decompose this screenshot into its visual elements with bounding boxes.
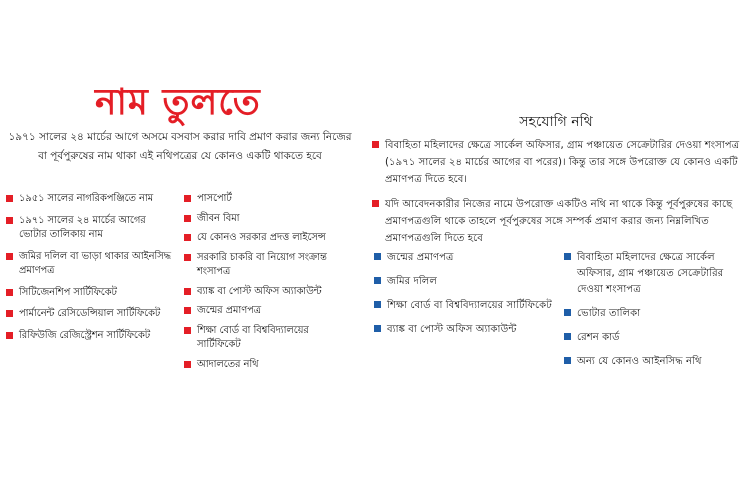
list-item: শিক্ষা বোর্ড বা বিশ্ববিদ্যালয়ের সার্টিফিকেট — [374, 298, 559, 314]
square-bullet-icon — [374, 325, 381, 332]
square-bullet-icon — [184, 195, 191, 202]
primary-documents-list-a — [6, 192, 176, 350]
right-column — [362, 0, 750, 500]
list-item: রিফিউজি রেজিস্ট্রেশন সার্টিফিকেট — [6, 329, 176, 344]
square-bullet-icon — [6, 332, 13, 339]
list-item: জমির দলিল বা ভাড়া থাকার আইনসিদ্ধ প্রমাণপত্র — [6, 250, 176, 279]
square-bullet-icon — [374, 301, 381, 308]
list-item: যে কোনও সরকার প্রদত্ত লাইসেন্স — [184, 231, 354, 246]
list-item: জন্মের প্রমাণপত্র — [184, 304, 354, 319]
square-bullet-icon — [374, 253, 381, 260]
square-bullet-icon — [564, 333, 571, 340]
square-bullet-icon — [564, 357, 571, 364]
list-item: পার্মানেন্ট রেসিডেন্সিয়াল সার্টিফিকেট — [6, 307, 176, 322]
square-bullet-icon — [184, 215, 191, 222]
intro-text: ১৯৭১ সালের ২৪ মার্চের আগে অসমে বসবাস করার দাবি প্রমাণ করার জন্য নিজের বা পূর্বপুরুষের নাম থাকা এই নথিপত্রের যে কোনও একটি থাকতে হবে — [8, 131, 352, 162]
square-bullet-icon — [184, 361, 191, 368]
list-item: শিক্ষা বোর্ড বা বিশ্ববিদ্যালয়ের সার্টিফিকেট — [184, 324, 354, 353]
supporting-documents-title: সহযোগি নথি — [519, 114, 593, 130]
supporting-documents-list-b — [564, 250, 746, 378]
married-women-note: বিবাহিতা মহিলাদের ক্ষেত্রে সার্কেল অফিসার, গ্রাম পঞ্চায়েত সেক্রেটারির দেওয়া শংসাপত্র (১৯৭১ সালের ২৪ মার্চের আগের বা পরের)। কিন্তু তার সঙ্গে উপরোক্ত যে কোনও একটি প্রমাণপত্র দিতে হবে। — [372, 137, 750, 188]
list-item: ব্যাঙ্ক বা পোস্ট অফিস অ্যাকাউন্ট — [184, 285, 354, 300]
square-bullet-icon — [374, 277, 381, 284]
list-item: রেশন কার্ড — [564, 330, 746, 346]
square-bullet-icon — [6, 289, 13, 296]
square-bullet-icon — [564, 253, 571, 260]
main-title: নাম তুলতে — [95, 81, 261, 123]
list-item: ১৯৭১ সালের ২৪ মার্চের আগের ভোটার তালিকায় নাম — [6, 214, 176, 243]
list-item: ব্যাঙ্ক বা পোস্ট অফিস অ্যাকাউন্ট — [374, 322, 559, 338]
square-bullet-icon — [6, 195, 13, 202]
square-bullet-icon — [564, 309, 571, 316]
left-column — [0, 0, 360, 500]
supporting-documents-list-a — [374, 250, 559, 346]
list-item: ভোটার তালিকা — [564, 306, 746, 322]
list-item: পাসপোর্ট — [184, 192, 354, 207]
list-item: ১৯৫১ সালের নাগরিকপঞ্জিতে নাম — [6, 192, 176, 207]
list-item: বিবাহিতা মহিলাদের ক্ষেত্রে সার্কেল অফিসার, গ্রাম পঞ্চায়েত সেক্রেটারির দেওয়া শংসাপত্র — [564, 250, 746, 298]
square-bullet-icon — [6, 217, 13, 224]
square-bullet-icon — [372, 200, 379, 207]
list-item: জন্মের প্রমাণপত্র — [374, 250, 559, 266]
list-item: সিটিজেনশিপ সার্টিফিকেট — [6, 286, 176, 301]
list-item: আদালতের নথি — [184, 358, 354, 373]
list-item: জমির দলিল — [374, 274, 559, 290]
ancestor-relation-note: যদি আবেদনকারীর নিজের নামে উপরোক্ত একটিও নথি না থাকে কিন্তু পূর্বপুরুষের কাছে প্রমাণপত্রগুলি থাকে তাহলে পূর্বপুরুষের সঙ্গে সম্পর্ক প্রমাণ করার জন্য নিম্নলিখিত প্রমাণপত্রগুলি দিতে হবে — [372, 196, 750, 247]
square-bullet-icon — [6, 253, 13, 260]
list-item: জীবন বিমা — [184, 212, 354, 227]
square-bullet-icon — [184, 288, 191, 295]
square-bullet-icon — [184, 327, 191, 334]
list-item: সরকারি চাকরি বা নিয়োগ সংক্রান্ত শংসাপত্র — [184, 251, 354, 280]
square-bullet-icon — [184, 307, 191, 314]
list-item: অন্য যে কোনও আইনসিদ্ধ নথি — [564, 354, 746, 370]
square-bullet-icon — [184, 234, 191, 241]
square-bullet-icon — [6, 310, 13, 317]
primary-documents-list-b — [184, 192, 354, 377]
square-bullet-icon — [372, 141, 379, 148]
square-bullet-icon — [184, 254, 191, 261]
